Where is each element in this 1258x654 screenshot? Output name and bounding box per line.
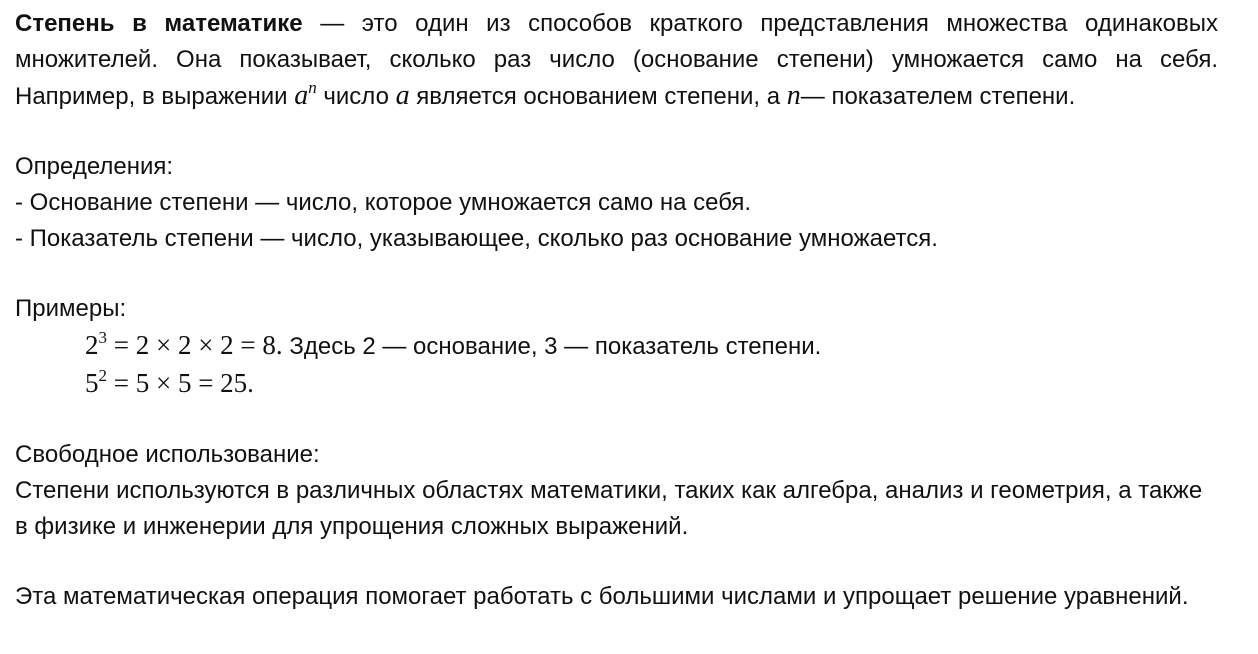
spacer bbox=[15, 403, 1218, 437]
examples-heading: Примеры: bbox=[15, 295, 127, 322]
intro-text-1: — это один из способов краткого представления множества одинаковых множителей. Она показывает, сколько раз число (основание степени) умножается само на себя. Например, в выражении bbox=[15, 10, 1218, 110]
example-1-note: Здесь 2 — основание, 3 — показатель степени. bbox=[282, 333, 822, 360]
power-exponent: n bbox=[308, 78, 317, 97]
power-base: a bbox=[294, 80, 309, 111]
example-2-expansion: = 5 × 5 = 25. bbox=[107, 368, 254, 398]
base-variable: a bbox=[395, 80, 410, 111]
example-2-exponent: 2 bbox=[98, 366, 107, 385]
usage-heading: Свободное использование: bbox=[15, 441, 320, 468]
example-2 bbox=[15, 365, 1218, 403]
exponent-variable: n bbox=[786, 80, 801, 111]
example-1 bbox=[15, 327, 1218, 365]
example-2-math bbox=[85, 368, 254, 398]
definitions-heading: Определения: bbox=[15, 153, 174, 180]
spacer bbox=[15, 257, 1218, 291]
example-1-base: 2 bbox=[85, 330, 99, 360]
example-2-base: 5 bbox=[85, 368, 99, 398]
term-bold: Степень в математике bbox=[15, 10, 303, 37]
intro-text-3: является основанием степени, а bbox=[409, 83, 787, 110]
spacer bbox=[15, 545, 1218, 579]
spacer bbox=[15, 115, 1218, 149]
intro-text-4: — показателем степени. bbox=[800, 83, 1076, 110]
definition-item-base: - Основание степени — число, которое умножается само на себя. bbox=[15, 189, 752, 216]
definition-item-exponent: - Показатель степени — число, указывающее, сколько раз основание умножается. bbox=[15, 225, 938, 252]
intro-text-2: число bbox=[316, 83, 396, 110]
document bbox=[15, 6, 1218, 615]
example-1-exponent: 3 bbox=[98, 328, 107, 347]
example-1-math bbox=[85, 330, 283, 360]
example-1-expansion: = 2 × 2 × 2 = 8. bbox=[107, 330, 283, 360]
conclusion-paragraph: Эта математическая операция помогает работать с большими числами и упрощает решение уравнений. bbox=[15, 583, 1189, 610]
intro-paragraph bbox=[15, 6, 1218, 115]
usage-text: Степени используются в различных областях математики, таких как алгебра, анализ и геометрия, а также в физике и инженерии для упрощения сложных выражений. bbox=[15, 477, 1203, 540]
power-expression bbox=[294, 80, 317, 111]
